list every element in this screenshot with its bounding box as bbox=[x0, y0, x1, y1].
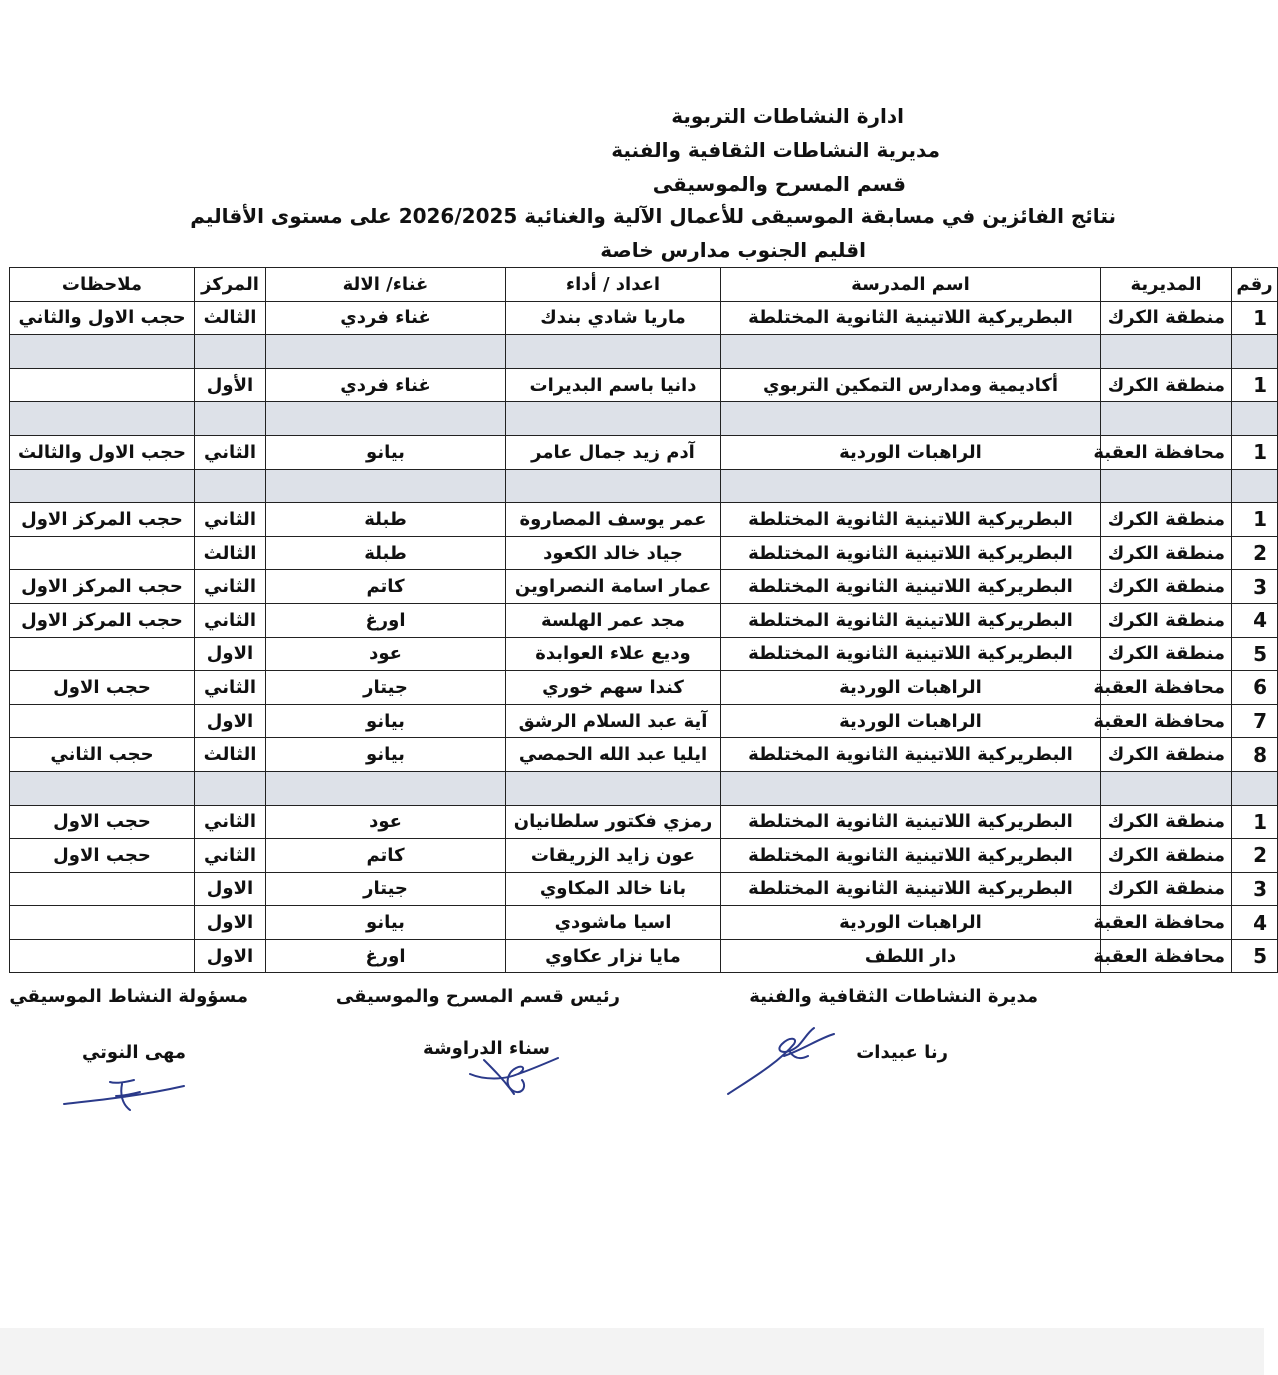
table-header-row bbox=[10, 268, 1278, 302]
cell-notes: حجب المركز الاول bbox=[10, 603, 195, 637]
header-line-1: ادارة النشاطات التربوية bbox=[671, 104, 904, 128]
cell-school: الراهبات الوردية bbox=[721, 704, 1101, 738]
cell-performer: مجد عمر الهلسة bbox=[506, 603, 721, 637]
cell-directorate: محافظة العقبة bbox=[1101, 704, 1232, 738]
separator-row bbox=[10, 402, 1278, 436]
separator-cell bbox=[266, 771, 506, 805]
separator-cell bbox=[721, 402, 1101, 436]
table-row bbox=[10, 301, 1278, 335]
cell-directorate: منطقة الكرك bbox=[1101, 637, 1232, 671]
head-title: رئيس قسم المسرح والموسيقى bbox=[335, 986, 620, 1007]
separator-cell bbox=[266, 469, 506, 503]
separator-cell bbox=[10, 335, 195, 369]
table-row bbox=[10, 503, 1278, 537]
cell-rank: الاول bbox=[195, 906, 266, 940]
cell-school: الراهبات الوردية bbox=[721, 671, 1101, 705]
table-row bbox=[10, 805, 1278, 839]
separator-cell bbox=[506, 771, 721, 805]
cell-num: 8 bbox=[1232, 738, 1278, 772]
cell-category: كاتم bbox=[266, 570, 506, 604]
music-name: مهى النوتي bbox=[81, 1042, 186, 1063]
cell-rank: الثالث bbox=[195, 301, 266, 335]
cell-school: البطريركية اللاتينية الثانوية المختلطة bbox=[721, 570, 1101, 604]
separator-row bbox=[10, 771, 1278, 805]
table-row bbox=[10, 368, 1278, 402]
separator-cell bbox=[195, 469, 266, 503]
cell-rank: الثاني bbox=[195, 671, 266, 705]
signatures-block bbox=[0, 978, 1264, 1138]
cell-notes bbox=[10, 536, 195, 570]
cell-performer: بانا خالد المكاوي bbox=[506, 872, 721, 906]
separator-cell bbox=[721, 469, 1101, 503]
cell-category: طبلة bbox=[266, 536, 506, 570]
col-header-rank: المركز bbox=[195, 268, 266, 302]
separator-cell bbox=[266, 335, 506, 369]
cell-rank: الأول bbox=[195, 368, 266, 402]
cell-school: البطريركية اللاتينية الثانوية المختلطة bbox=[721, 738, 1101, 772]
cell-performer: آدم زيد جمال عامر bbox=[506, 435, 721, 469]
cell-rank: الثالث bbox=[195, 536, 266, 570]
separator-cell bbox=[1101, 335, 1232, 369]
cell-directorate: منطقة الكرك bbox=[1101, 503, 1232, 537]
col-header-num: رقم bbox=[1232, 268, 1278, 302]
cell-school: البطريركية اللاتينية الثانوية المختلطة bbox=[721, 839, 1101, 873]
cell-category: بيانو bbox=[266, 704, 506, 738]
cell-category: اورغ bbox=[266, 939, 506, 973]
cell-school: البطريركية اللاتينية الثانوية المختلطة bbox=[721, 503, 1101, 537]
separator-cell bbox=[721, 771, 1101, 805]
header-subtitle: اقليم الجنوب مدارس خاصة bbox=[600, 238, 866, 262]
cell-directorate: منطقة الكرك bbox=[1101, 738, 1232, 772]
separator-cell bbox=[506, 335, 721, 369]
table-row bbox=[10, 536, 1278, 570]
cell-performer: كندا سهم خوري bbox=[506, 671, 721, 705]
cell-category: غناء فردي bbox=[266, 368, 506, 402]
cell-notes bbox=[10, 368, 195, 402]
cell-directorate: محافظة العقبة bbox=[1101, 671, 1232, 705]
cell-notes bbox=[10, 704, 195, 738]
cell-rank: الثاني bbox=[195, 435, 266, 469]
cell-notes: حجب الثاني bbox=[10, 738, 195, 772]
cell-directorate: منطقة الكرك bbox=[1101, 570, 1232, 604]
separator-cell bbox=[195, 402, 266, 436]
cell-num: 3 bbox=[1232, 872, 1278, 906]
cell-school: الراهبات الوردية bbox=[721, 906, 1101, 940]
table-row bbox=[10, 570, 1278, 604]
cell-rank: الثالث bbox=[195, 738, 266, 772]
cell-num: 1 bbox=[1232, 503, 1278, 537]
cell-directorate: منطقة الكرك bbox=[1101, 301, 1232, 335]
cell-rank: الاول bbox=[195, 704, 266, 738]
music-signature bbox=[60, 1074, 190, 1118]
cell-category: طبلة bbox=[266, 503, 506, 537]
separator-cell bbox=[266, 402, 506, 436]
table-row bbox=[10, 435, 1278, 469]
cell-performer: مايا نزار عكاوي bbox=[506, 939, 721, 973]
separator-cell bbox=[195, 771, 266, 805]
cell-directorate: منطقة الكرك bbox=[1101, 872, 1232, 906]
results-table bbox=[9, 267, 1278, 973]
cell-directorate: منطقة الكرك bbox=[1101, 839, 1232, 873]
cell-rank: الثاني bbox=[195, 839, 266, 873]
cell-rank: الاول bbox=[195, 872, 266, 906]
cell-category: بيانو bbox=[266, 906, 506, 940]
separator-cell bbox=[506, 469, 721, 503]
cell-school: دار اللطف bbox=[721, 939, 1101, 973]
cell-num: 2 bbox=[1232, 536, 1278, 570]
cell-category: بيانو bbox=[266, 738, 506, 772]
table-row bbox=[10, 637, 1278, 671]
separator-row bbox=[10, 469, 1278, 503]
cell-category: جيتار bbox=[266, 872, 506, 906]
cell-category: عود bbox=[266, 805, 506, 839]
cell-num: 6 bbox=[1232, 671, 1278, 705]
table-row bbox=[10, 906, 1278, 940]
header-title: نتائج الفائزين في مسابقة الموسيقى للأعمال الآلية والغنائية 2026/2025 على مستوى الأقاليم bbox=[190, 204, 1116, 228]
cell-rank: الثاني bbox=[195, 570, 266, 604]
cell-school: الراهبات الوردية bbox=[721, 435, 1101, 469]
cell-school: البطريركية اللاتينية الثانوية المختلطة bbox=[721, 872, 1101, 906]
director-signature bbox=[724, 1022, 840, 1098]
cell-notes: حجب الاول bbox=[10, 805, 195, 839]
separator-cell bbox=[1232, 402, 1278, 436]
cell-category: اورغ bbox=[266, 603, 506, 637]
cell-category: جيتار bbox=[266, 671, 506, 705]
cell-num: 2 bbox=[1232, 839, 1278, 873]
director-name: رنا عبيدات bbox=[856, 1042, 948, 1063]
cell-notes: حجب الاول bbox=[10, 839, 195, 873]
cell-rank: الاول bbox=[195, 637, 266, 671]
separator-cell bbox=[195, 335, 266, 369]
cell-school: أكاديمية ومدارس التمكين التربوي bbox=[721, 368, 1101, 402]
cell-performer: جياد خالد الكعود bbox=[506, 536, 721, 570]
cell-num: 7 bbox=[1232, 704, 1278, 738]
cell-directorate: منطقة الكرك bbox=[1101, 805, 1232, 839]
separator-cell bbox=[1101, 402, 1232, 436]
cell-school: البطريركية اللاتينية الثانوية المختلطة bbox=[721, 301, 1101, 335]
cell-notes: حجب الاول bbox=[10, 671, 195, 705]
cell-school: البطريركية اللاتينية الثانوية المختلطة bbox=[721, 805, 1101, 839]
bottom-margin bbox=[0, 1328, 1264, 1375]
cell-performer: دانيا باسم البديرات bbox=[506, 368, 721, 402]
head-name: سناء الدراوشة bbox=[423, 1038, 550, 1059]
cell-num: 5 bbox=[1232, 939, 1278, 973]
separator-cell bbox=[1101, 469, 1232, 503]
cell-category: بيانو bbox=[266, 435, 506, 469]
col-header-category: غناء/ الالة bbox=[266, 268, 506, 302]
table-row bbox=[10, 738, 1278, 772]
cell-rank: الثاني bbox=[195, 603, 266, 637]
cell-category: غناء فردي bbox=[266, 301, 506, 335]
cell-num: 5 bbox=[1232, 637, 1278, 671]
table-row bbox=[10, 603, 1278, 637]
cell-school: البطريركية اللاتينية الثانوية المختلطة bbox=[721, 536, 1101, 570]
table-row bbox=[10, 872, 1278, 906]
cell-school: البطريركية اللاتينية الثانوية المختلطة bbox=[721, 637, 1101, 671]
table-row bbox=[10, 704, 1278, 738]
cell-notes bbox=[10, 872, 195, 906]
cell-performer: اسيا ماشودي bbox=[506, 906, 721, 940]
separator-cell bbox=[10, 469, 195, 503]
col-header-notes: ملاحظات bbox=[10, 268, 195, 302]
cell-num: 1 bbox=[1232, 435, 1278, 469]
cell-school: البطريركية اللاتينية الثانوية المختلطة bbox=[721, 603, 1101, 637]
cell-num: 3 bbox=[1232, 570, 1278, 604]
director-title: مديرة النشاطات الثقافية والفنية bbox=[749, 986, 1038, 1007]
cell-notes bbox=[10, 637, 195, 671]
cell-num: 4 bbox=[1232, 906, 1278, 940]
col-header-directorate: المديرية bbox=[1101, 268, 1232, 302]
cell-performer: رمزي فكتور سلطانيان bbox=[506, 805, 721, 839]
cell-notes: حجب الاول والثاني bbox=[10, 301, 195, 335]
cell-num: 1 bbox=[1232, 368, 1278, 402]
header-line-3: قسم المسرح والموسيقى bbox=[652, 172, 906, 196]
head-signature bbox=[464, 1050, 564, 1102]
cell-rank: الاول bbox=[195, 939, 266, 973]
cell-performer: عون زايد الزريقات bbox=[506, 839, 721, 873]
cell-performer: آية عبد السلام الرشق bbox=[506, 704, 721, 738]
separator-row bbox=[10, 335, 1278, 369]
cell-performer: ماريا شادي بندك bbox=[506, 301, 721, 335]
table-row bbox=[10, 939, 1278, 973]
separator-cell bbox=[721, 335, 1101, 369]
cell-notes: حجب الاول والثالث bbox=[10, 435, 195, 469]
separator-cell bbox=[1232, 771, 1278, 805]
table-row bbox=[10, 839, 1278, 873]
cell-num: 1 bbox=[1232, 301, 1278, 335]
table-row bbox=[10, 671, 1278, 705]
cell-category: كاتم bbox=[266, 839, 506, 873]
cell-directorate: منطقة الكرك bbox=[1101, 368, 1232, 402]
separator-cell bbox=[1232, 335, 1278, 369]
cell-directorate: محافظة العقبة bbox=[1101, 906, 1232, 940]
cell-rank: الثاني bbox=[195, 503, 266, 537]
music-title: مسؤولة النشاط الموسيقي bbox=[9, 986, 248, 1007]
cell-directorate: محافظة العقبة bbox=[1101, 435, 1232, 469]
cell-num: 4 bbox=[1232, 603, 1278, 637]
separator-cell bbox=[10, 402, 195, 436]
cell-num: 1 bbox=[1232, 805, 1278, 839]
cell-notes bbox=[10, 906, 195, 940]
cell-performer: عمر يوسف المصاروة bbox=[506, 503, 721, 537]
cell-directorate: منطقة الكرك bbox=[1101, 603, 1232, 637]
col-header-school: اسم المدرسة bbox=[721, 268, 1101, 302]
col-header-performer: اعداد / أداء bbox=[506, 268, 721, 302]
separator-cell bbox=[1232, 469, 1278, 503]
cell-performer: وديع علاء العوابدة bbox=[506, 637, 721, 671]
cell-notes bbox=[10, 939, 195, 973]
cell-directorate: محافظة العقبة bbox=[1101, 939, 1232, 973]
cell-notes: حجب المركز الاول bbox=[10, 570, 195, 604]
cell-directorate: منطقة الكرك bbox=[1101, 536, 1232, 570]
separator-cell bbox=[1101, 771, 1232, 805]
cell-performer: ايليا عبد الله الحمصي bbox=[506, 738, 721, 772]
cell-category: عود bbox=[266, 637, 506, 671]
separator-cell bbox=[10, 771, 195, 805]
cell-performer: عمار اسامة النصراوين bbox=[506, 570, 721, 604]
separator-cell bbox=[506, 402, 721, 436]
header-line-2: مديرية النشاطات الثقافية والفنية bbox=[611, 138, 940, 162]
results-table-body bbox=[10, 301, 1278, 973]
cell-rank: الثاني bbox=[195, 805, 266, 839]
cell-notes: حجب المركز الاول bbox=[10, 503, 195, 537]
